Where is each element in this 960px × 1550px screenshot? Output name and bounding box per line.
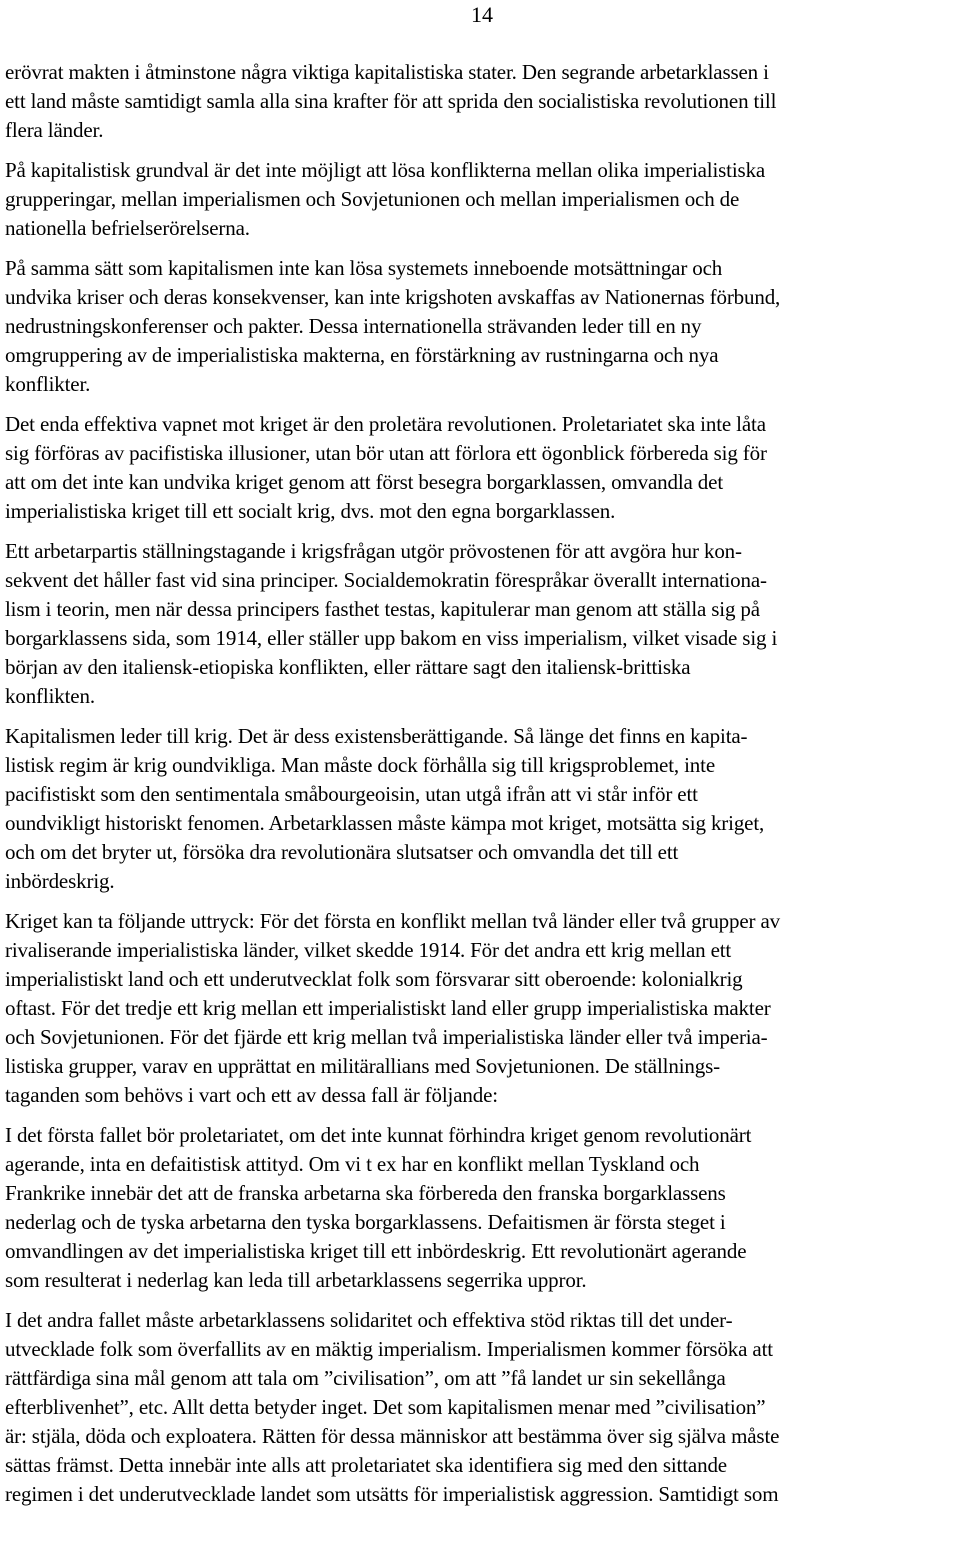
text-line: rivaliserande imperialistiska länder, vilket skedde 1914. För det andra ett krig mellan ett bbox=[5, 938, 732, 962]
text-line: listisk regim är krig oundvikliga. Man måste dock förhålla sig till krigsproblemet, inte bbox=[5, 753, 715, 777]
text-line: imperialistiskt land och ett underutvecklat folk som försvarar sitt oberoende: kolonialkrig bbox=[5, 967, 743, 991]
text-line: regimen i det underutvecklade landet som utsätts för imperialistisk aggression. Samtidigt som bbox=[5, 1482, 779, 1506]
text-line: konflikter. bbox=[5, 372, 91, 396]
text-line: efterblivenhet”, etc. Allt detta betyder inget. Det som kapitalismen menar med ”civilisation” bbox=[5, 1395, 766, 1419]
text-line: och om det bryter ut, försöka dra revolutionära slutsatser och omvandla det till ett bbox=[5, 840, 679, 864]
text-line: början av den italiensk-etiopiska konflikten, eller rättare sagt den italiensk-brittiska bbox=[5, 655, 691, 679]
text-line: utvecklade folk som överfallits av en mäktig imperialism. Imperialismen kommer försöka att bbox=[5, 1337, 773, 1361]
paragraph bbox=[5, 58, 955, 145]
paragraph bbox=[5, 722, 955, 896]
page-number: 14 bbox=[471, 2, 493, 27]
text-line: ett land måste samtidigt samla alla sina krafter för att sprida den socialistiska revolutionen till bbox=[5, 89, 777, 113]
paragraph bbox=[5, 254, 955, 399]
text-line: konflikten. bbox=[5, 684, 95, 708]
text-line: borgarklassens sida, som 1914, eller ställer upp bakom en viss imperialism, vilket visade sig i bbox=[5, 626, 778, 650]
text-line: nederlag och de tyska arbetarna den tyska borgarklassens. Defaitismen är första steget i bbox=[5, 1210, 726, 1234]
text-line: undvika kriser och deras konsekvenser, kan inte krigshoten avskaffas av Nationernas förbund, bbox=[5, 285, 781, 309]
text-line: På kapitalistisk grundval är det inte möjligt att lösa konflikterna mellan olika imperialistiska bbox=[5, 158, 766, 182]
text-line: Kapitalismen leder till krig. Det är dess existensberättigande. Så länge det finns en kapita- bbox=[5, 724, 748, 748]
text-line: nedrustningskonferenser och pakter. Dessa internationella strävanden leder till en ny bbox=[5, 314, 702, 338]
text-line: inbördeskrig. bbox=[5, 869, 115, 893]
text-line: Ett arbetarpartis ställningstagande i krigsfrågan utgör prövostenen för att avgöra hur kon- bbox=[5, 539, 742, 563]
text-line: erövrat makten i åtminstone några viktiga kapitalistiska stater. Den segrande arbetarklassen i bbox=[5, 60, 769, 84]
text-line: Det enda effektiva vapnet mot kriget är den proletära revolutionen. Proletariatet ska inte låta bbox=[5, 412, 766, 436]
paragraph bbox=[5, 1306, 955, 1509]
text-line: oftast. För det tredje ett krig mellan ett imperialistiskt land eller grupp imperialistiska makter bbox=[5, 996, 771, 1020]
text-line: I det första fallet bör proletariatet, om det inte kunnat förhindra kriget genom revolutionärt bbox=[5, 1123, 752, 1147]
text-line: Frankrike innebär det att de franska arbetarna ska förbereda den franska borgarklassens bbox=[5, 1181, 726, 1205]
text-line: I det andra fallet måste arbetarklassens solidaritet och effektiva stöd riktas till det under- bbox=[5, 1308, 733, 1332]
text-line: listiska grupper, varav en upprättat en militärallians med Sovjetunionen. De ställnings- bbox=[5, 1054, 720, 1078]
text-line: oundvikligt historiskt fenomen. Arbetarklassen måste kämpa mot kriget, motsätta sig kriget, bbox=[5, 811, 765, 835]
text-line: sekvent det håller fast vid sina principer. Socialdemokratin förespråkar överallt internationa- bbox=[5, 568, 767, 592]
text-line: nationella befrielserörelserna. bbox=[5, 216, 250, 240]
text-line: imperialistiska kriget till ett socialt krig, dvs. mot den egna borgarklassen. bbox=[5, 499, 616, 523]
paragraph bbox=[5, 907, 955, 1110]
text-line: flera länder. bbox=[5, 118, 104, 142]
text-line: omgruppering av de imperialistiska makterna, en förstärkning av rustningarna och nya bbox=[5, 343, 719, 367]
body-text bbox=[5, 58, 955, 1520]
text-line: Kriget kan ta följande uttryck: För det första en konflikt mellan två länder eller två grupper av bbox=[5, 909, 781, 933]
text-line: som resulterat i nederlag kan leda till arbetarklassens segerrika uppror. bbox=[5, 1268, 587, 1292]
paragraph bbox=[5, 537, 955, 711]
text-line: taganden som behövs i vart och ett av dessa fall är följande: bbox=[5, 1083, 498, 1107]
text-line: omvandlingen av det imperialistiska kriget till ett inbördeskrig. Ett revolutionärt agerande bbox=[5, 1239, 747, 1263]
text-line: rättfärdiga sina mål genom att tala om ”civilisation”, om att ”få landet ur sin sekellånga bbox=[5, 1366, 726, 1390]
text-line: pacifistiskt som den sentimentala småbourgeoisin, utan utgå ifrån att vi står inför ett bbox=[5, 782, 698, 806]
paragraph bbox=[5, 156, 955, 243]
text-line: är: stjäla, döda och exploatera. Rätten för dessa människor att bestämma över sig själva måste bbox=[5, 1424, 780, 1448]
text-line: att om det inte kan undvika kriget genom att först besegra borgarklassen, omvandla det bbox=[5, 470, 724, 494]
paragraph bbox=[5, 1121, 955, 1295]
text-line: På samma sätt som kapitalismen inte kan lösa systemets inneboende motsättningar och bbox=[5, 256, 723, 280]
text-line: grupperingar, mellan imperialismen och Sovjetunionen och mellan imperialismen och de bbox=[5, 187, 740, 211]
paragraph bbox=[5, 410, 955, 526]
text-line: och Sovjetunionen. För det fjärde ett krig mellan två imperialistiska länder eller två imperia- bbox=[5, 1025, 768, 1049]
text-line: lism i teorin, men när dessa principers fasthet testas, kapitulerar man genom att ställa sig på bbox=[5, 597, 760, 621]
text-line: sättas främst. Detta innebär inte alls att proletariatet ska identifiera sig med den sittande bbox=[5, 1453, 727, 1477]
text-line: agerande, inta en defaitistisk attityd. Om vi t ex har en konflikt mellan Tyskland och bbox=[5, 1152, 700, 1176]
text-line: sig förföras av pacifistiska illusioner, utan bör utan att förlora ett ögonblick förbereda sig för bbox=[5, 441, 767, 465]
